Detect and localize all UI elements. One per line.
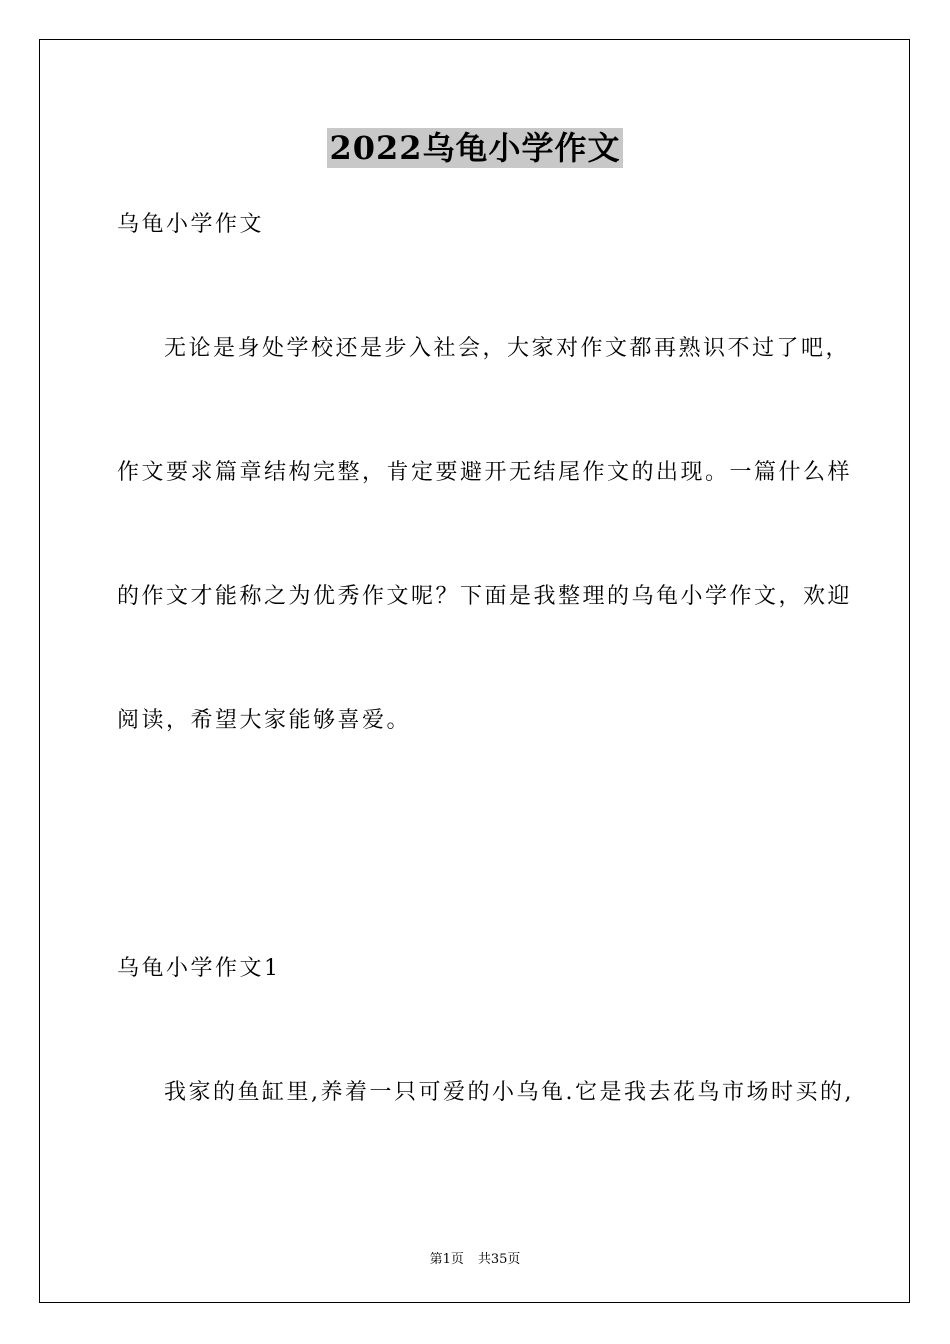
section-heading: 乌龟小学作文1 <box>117 956 281 981</box>
intro-line-4: 阅读，希望大家能够喜爱。 <box>117 708 412 733</box>
document-title: 2022乌龟小学作文 <box>329 129 621 167</box>
page-number-footer <box>0 1248 950 1267</box>
document-subtitle: 乌龟小学作文 <box>117 212 265 237</box>
intro-line-1: 无论是身处学校还是步入社会，大家对作文都再熟识不过了吧， <box>164 336 851 361</box>
intro-line-2: 作文要求篇章结构完整，肯定要避开无结尾作文的出现。一篇什么样 <box>117 460 853 485</box>
title-container <box>0 128 950 168</box>
section-line-1: 我家的鱼缸里,养着一只可爱的小乌龟.它是我去花鸟市场时买的, <box>164 1080 854 1105</box>
current-page-label: 第1页 <box>429 1252 464 1267</box>
total-pages-label: 共35页 <box>477 1252 521 1267</box>
intro-line-3: 的作文才能称之为优秀作文呢？下面是我整理的乌龟小学作文，欢迎 <box>117 584 853 609</box>
